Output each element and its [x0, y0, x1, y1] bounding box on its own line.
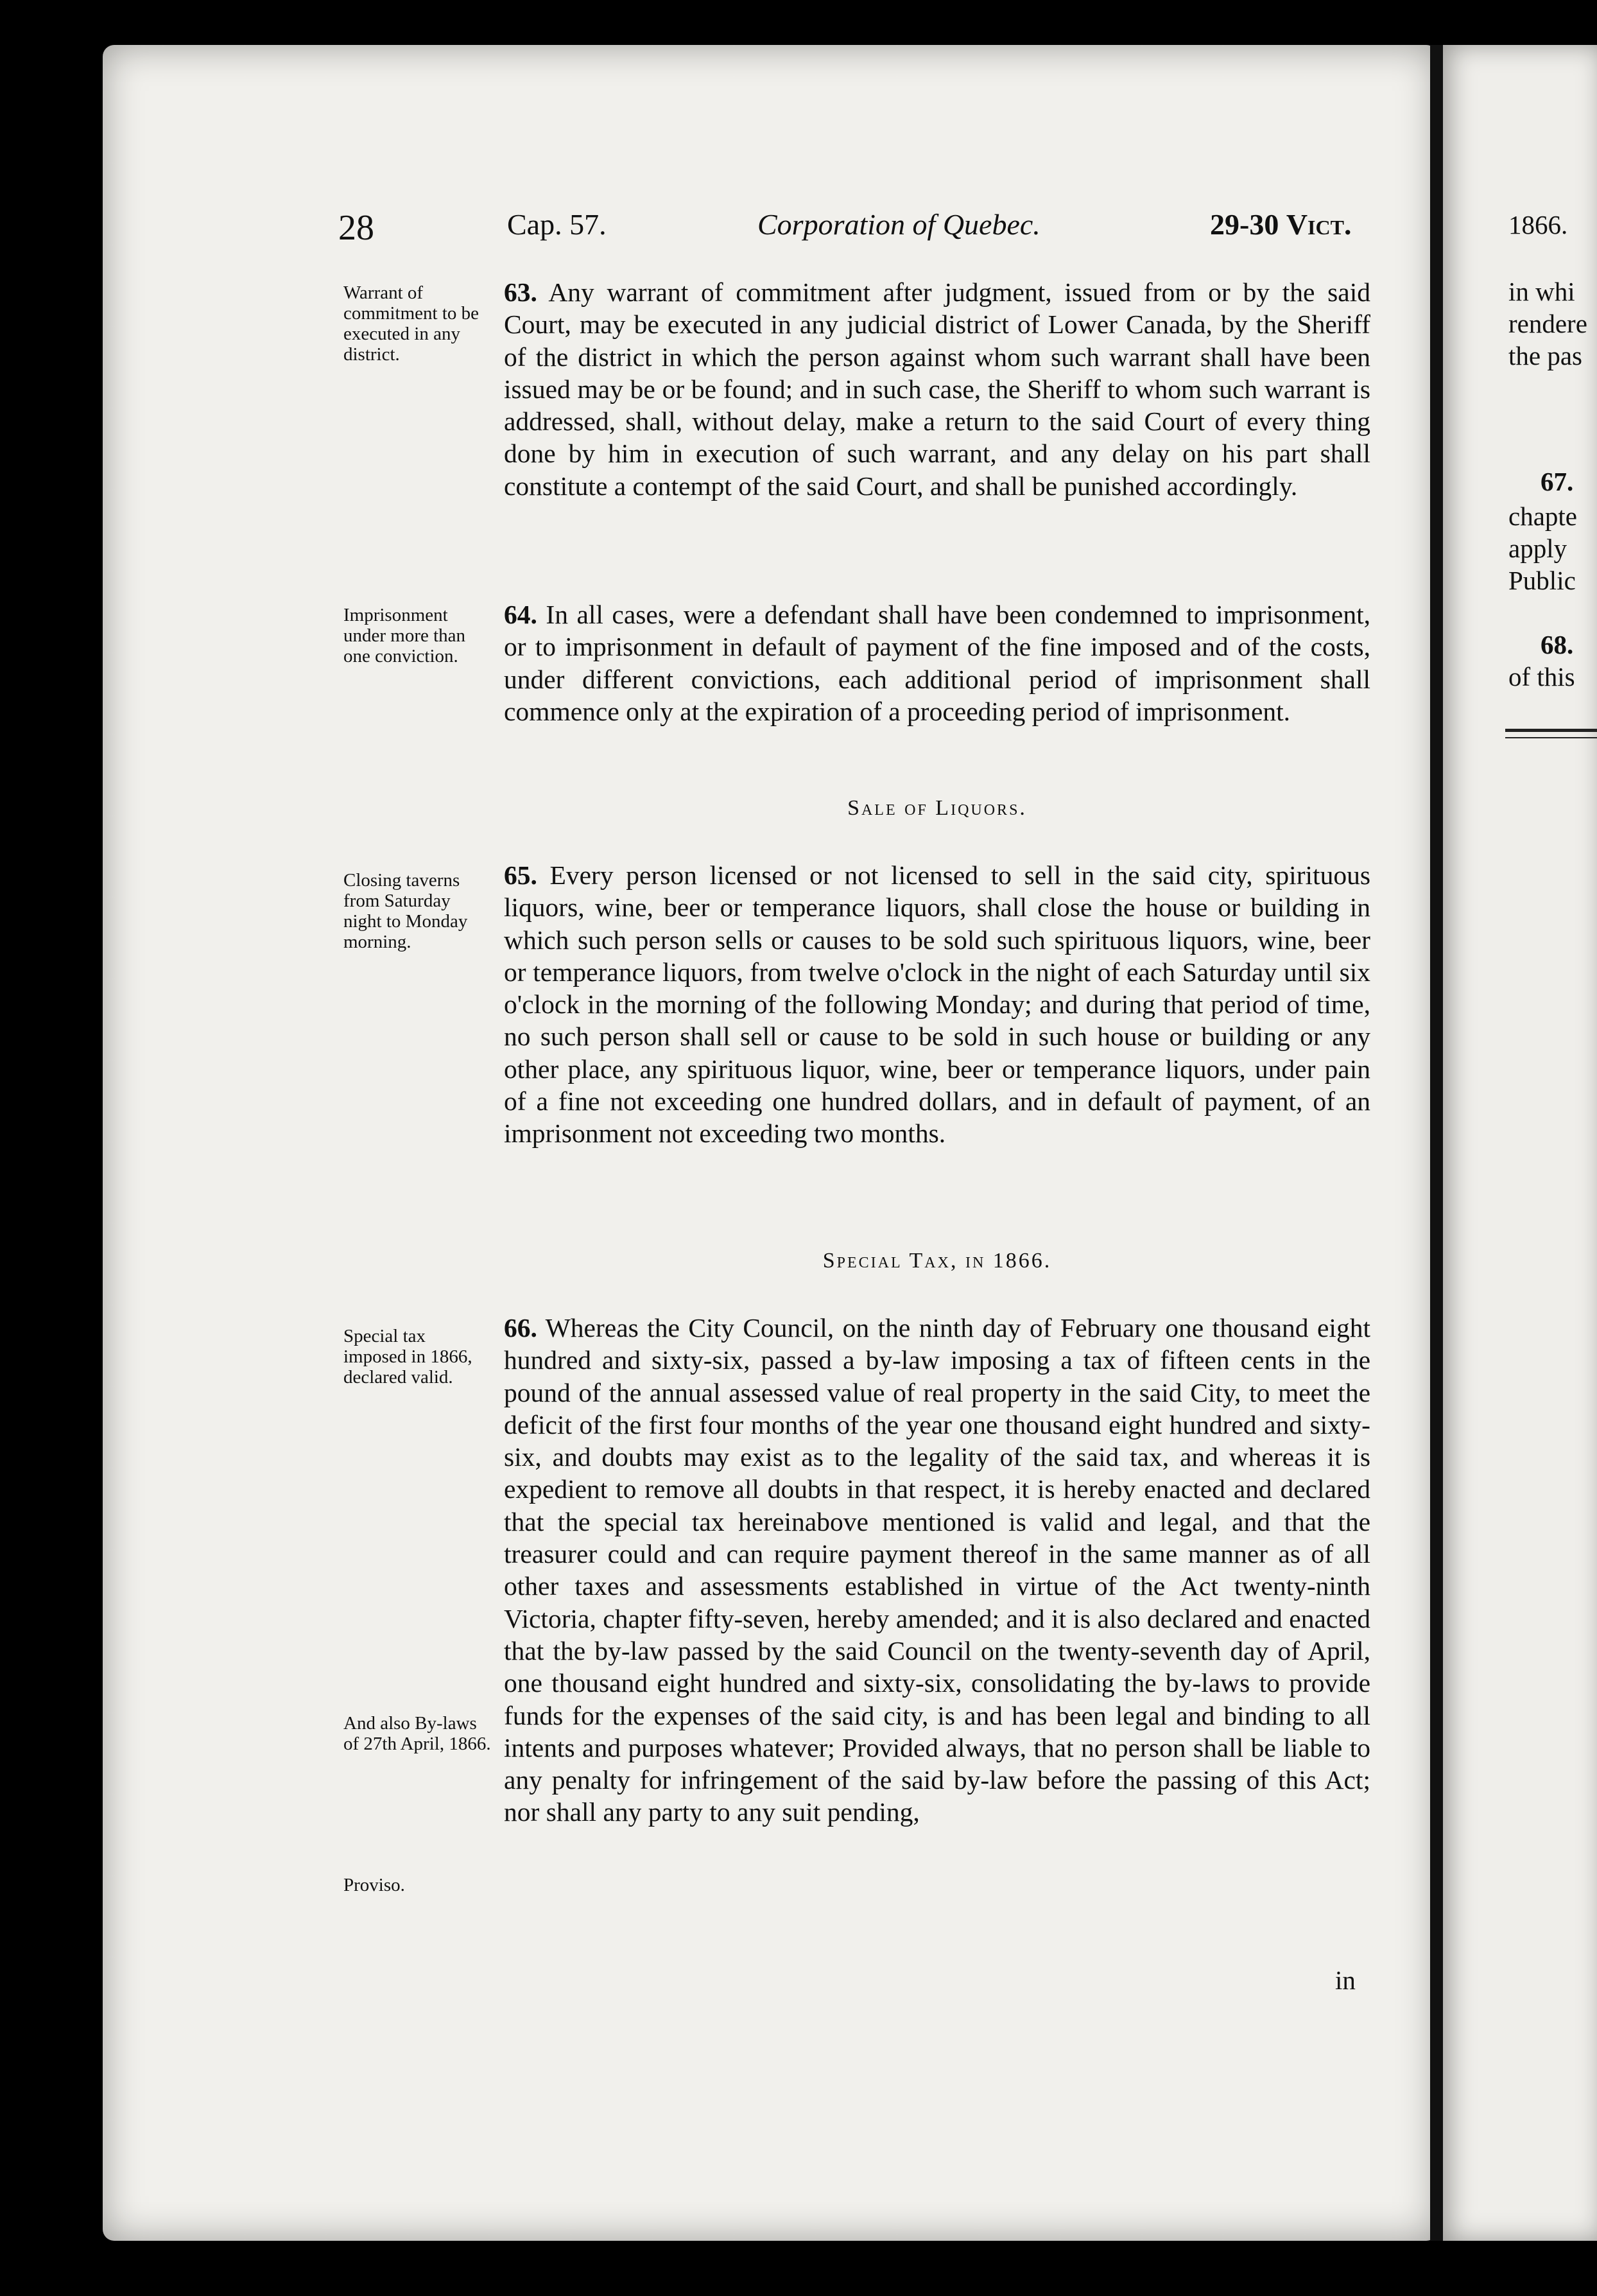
margin-note-66-bylaws: And also By-laws of 27th April, 1866.	[343, 1713, 491, 1754]
page-number: 28	[338, 208, 374, 248]
section-text: Any warrant of commitment after judgment, issued from or by the said Court, may be executed in any judicial district of Lower Canada, by the Sheriff of the district in which the person against whom such warrant shall have been issued may be or be found; and in such case, the Sheriff to whom such warrant is addressed, shall, without delay, make a return to the said Court of every thing done by him in execution of such warrant, and any delay on his part shall constitute a contempt of the said Court, and shall be punished accordingly.	[504, 277, 1370, 501]
section-number: 66.	[504, 1313, 537, 1343]
regnal-year: 29-30 Vict.	[1210, 208, 1352, 241]
right-page-edge	[1443, 45, 1597, 2241]
catchword: in	[1335, 1965, 1356, 1995]
section-number: 63.	[504, 277, 537, 307]
chapter-ref: Cap. 57.	[507, 208, 607, 241]
facing-line: in whi	[1508, 277, 1575, 306]
running-title: Corporation of Quebec.	[757, 208, 1040, 241]
section-number: 65.	[504, 860, 537, 890]
margin-note-proviso: Proviso.	[343, 1875, 405, 1895]
section-text: In all cases, were a defendant shall have been condemned to imprisonment, or to imprisonment in default of payment of the fine imposed and of the costs, under different convictions, each additional period of imprisonment shall commence only at the expiration of a proceeding period of imprisonment.	[504, 600, 1371, 726]
facing-line: Public	[1508, 566, 1576, 595]
facing-line: the pas	[1508, 341, 1582, 370]
book-gutter	[1430, 45, 1443, 2241]
facing-rule	[1505, 737, 1597, 738]
section-text: Whereas the City Council, on the ninth day of February one thousand eight hundred and sixty-six, passed a by-law imposing a tax of fifteen cents in the pound of the annual assessed value of real property in the said City, to meet the deficit of the first four months of the year one thousand eight hundred and sixty-six, and doubts may exist as to the legality of the said tax, and whereas it is expedient to remove all doubts in that respect, it is hereby enacted and declared that the special tax hereinabove mentioned is valid and legal, and that the treasurer could and can require payment thereof in the same manner as of all other taxes and assessments established in virtue of the Act twenty-ninth Victoria, chapter fifty-seven, hereby amended; and it is also declared and enacted that the by-law passed by the said Council on the twenty-seventh day of April, one thousand eight hundred and sixty-six, consolidating the by-laws to provide funds for the expenses of the said city, is and has been legal and binding to all intents and purposes whatever; Provided always, that no person shall be liable to any penalty for infringement of the said by-law before the passing of this Act; nor shall any party to any suit pending,	[504, 1313, 1370, 1827]
margin-note-64: Imprisonment under more than one conviction.	[343, 605, 466, 666]
facing-section-67: 67.	[1541, 467, 1574, 496]
margin-note-66: Special tax imposed in 1866, declared valid.	[343, 1326, 472, 1387]
facing-line: of this	[1508, 662, 1575, 691]
section-text: Every person licensed or not licensed to sell in the said city, spirituous liquors, wine, beer or temperance liquors, shall close the house or building in which such person sells or causes to be sold such spirituous liquors, wine, beer or temperance liquors, from twelve o'clock in the night of each Saturday until six o'clock in the morning of the following Monday; and during that period of time, no such person shall sell or cause to be sold in such house or building or any other place, any spirituous liquor, wine, beer or temperance liquors, under pain of a fine not exceeding one hundred dollars, and in default of payment, of an imprisonment not exceeding two months.	[504, 860, 1370, 1149]
facing-year: 1866.	[1508, 210, 1568, 239]
facing-line: rendere	[1508, 309, 1587, 338]
facing-section-68: 68.	[1541, 630, 1574, 659]
margin-note-63: Warrant of commitment to be executed in any district.	[343, 283, 479, 365]
section-64	[504, 598, 1370, 727]
facing-line: apply	[1508, 534, 1567, 563]
section-65	[504, 859, 1370, 1150]
heading-sale-of-liquors: Sale of Liquors.	[847, 796, 1027, 820]
section-63	[504, 276, 1370, 502]
section-66	[504, 1312, 1370, 1829]
section-number: 64.	[504, 600, 537, 629]
facing-rule	[1505, 729, 1597, 732]
margin-note-65: Closing taverns from Saturday night to Monday morning.	[343, 870, 468, 952]
heading-special-tax: Special Tax, in 1866.	[822, 1249, 1052, 1273]
facing-line: chapte	[1508, 501, 1577, 531]
